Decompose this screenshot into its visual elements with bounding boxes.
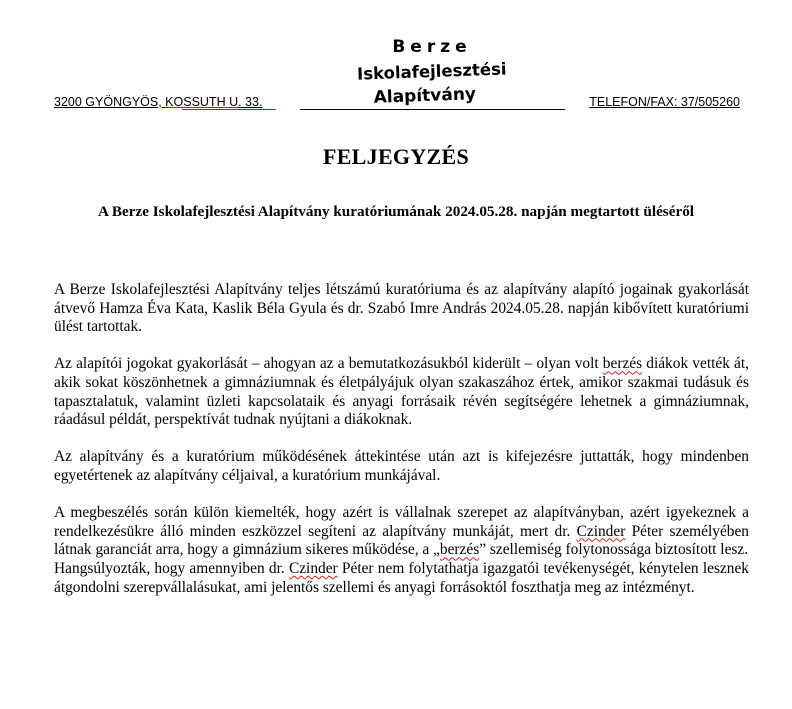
letterhead-underline bbox=[300, 109, 565, 110]
logo-line-3: Alapítvány bbox=[373, 84, 477, 108]
street-link-underline bbox=[182, 109, 276, 110]
paragraph-4-text-c: ” szellemiség folytonossága biztosított lesz. bbox=[479, 541, 749, 559]
paragraph-5-text-b: Péter nem folytathatja igazgatói tevékenységét, kénytelen lesznek átgondolni szerepvállalásukat, ami jelentős szellemi és anyagi forrásoktól foszthatja meg az intézményt. bbox=[54, 559, 749, 596]
paragraph-2-text-b: diákok vették át, akik sokat köszönhetnek a gimnáziumnak és életpályájuk olyan szakaszához értek, amikor szakmai tudásuk és tapasztalatuk, valamint üzleti kapcsolataik és anyagi forrásaik révén segítségére lehetnek a gimnáziumnak, ráadásul példát, perspektívát tudnak nyújtani a diákoknak. bbox=[54, 355, 749, 429]
paragraph-4-text-a: A megbeszélés során külön kiemelték, hogy azért is vállalnak szerepet az alapítványban, azért igyekeznek a rendelkezésükre álló minden eszközzel segíteni az alapítvány munkáját, mert dr. bbox=[54, 504, 749, 540]
paragraph-2 bbox=[54, 355, 749, 429]
paragraph-5 bbox=[54, 560, 749, 597]
logo-line-1: Berze bbox=[392, 37, 472, 57]
paragraph-1: A Berze Iskolafejlesztési Alapítvány teljes létszámú kuratóriuma és az alapítvány alapító jogainak gyakorlását átvevő Hamza Éva Kata, Kaslik Béla Gyula és dr. Szabó Imre András 2024.05.28. napján kibővített kuratóriumi ülést tartottak. bbox=[54, 281, 749, 336]
paragraph-4-text-b: Péter személyében látnak garanciát arra, hogy a gimnázium sikeres működése, a „ bbox=[54, 522, 750, 559]
paragraph-5-text-a: Hangsúlyozták, hogy amennyiben dr. bbox=[54, 559, 289, 577]
paragraph-3: Az alapítvány és a kuratórium működésének áttekintése után azt is kifejezésre juttatták, hogy mindenben egyetértenek az alapítvány céljaival, a kuratórium munkájával. bbox=[54, 448, 749, 484]
paragraph-4 bbox=[54, 504, 749, 560]
document-subtitle: A Berze Iskolafejlesztési Alapítvány kuratóriumának 2024.05.28. napján megtartott üléséről bbox=[97, 203, 695, 220]
logo-line-2: Iskolafejlesztési bbox=[356, 59, 507, 84]
paragraph-2-text-a: Az alapítói jogokat gyakorlását – ahogyan az a bemutatkozásukból kiderült – olyan volt bbox=[54, 355, 603, 373]
address-text bbox=[54, 95, 262, 109]
document-body bbox=[54, 281, 749, 597]
spellcheck-word: Czinder bbox=[288, 559, 338, 577]
spellcheck-word: Czinder bbox=[576, 522, 626, 540]
address-number: . 33. bbox=[238, 95, 263, 109]
address-street: KOSSUTH U bbox=[165, 95, 239, 109]
spellcheck-word: berzés bbox=[602, 355, 643, 373]
phone-fax-text: TELEFON/FAX: 37/505260 bbox=[589, 95, 740, 109]
spellcheck-word: berzés bbox=[439, 541, 480, 559]
address-city: 3200 GYÖNGYÖS, bbox=[54, 95, 166, 109]
document-title: FELJEGYZÉS bbox=[322, 144, 470, 169]
